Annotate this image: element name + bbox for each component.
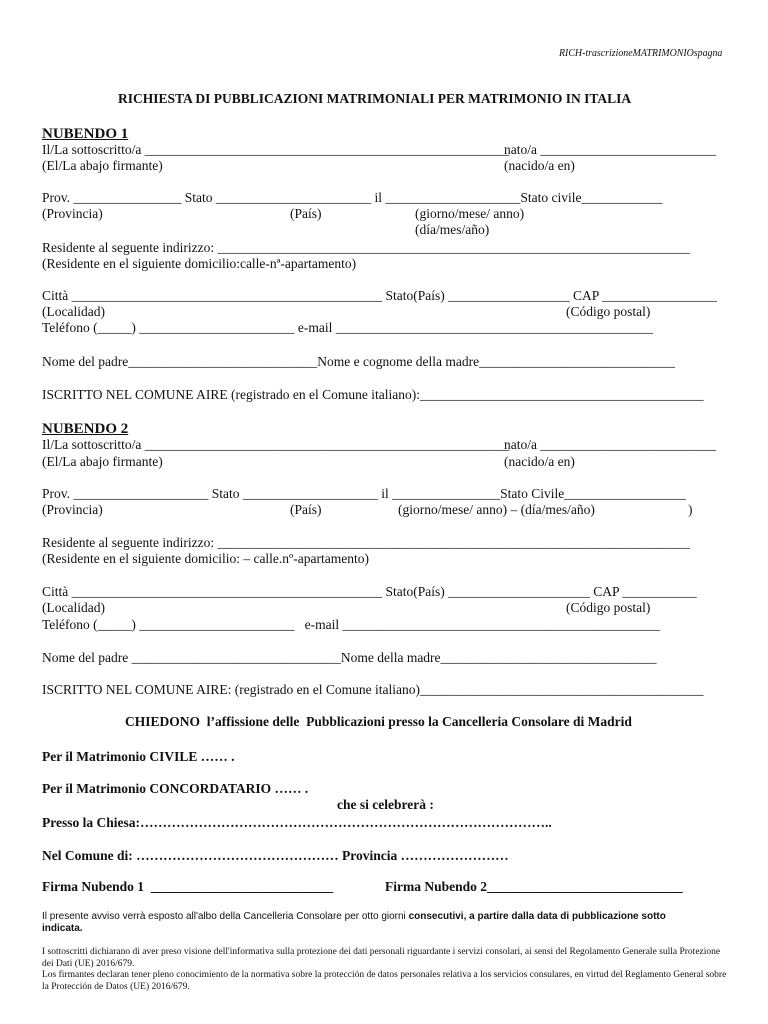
privacy-italian: I sottoscritti dichiarano di aver preso visione dell'informativa sulla protezione dei dati personali riguardante i servizi consolari, ai sensi del Regolamento Generale sulla Protezione dei Dati (UE) 2016/679. <box>42 947 721 969</box>
n1-pais-es: (País) <box>290 206 322 221</box>
municipality-province-field: Nel Comune di: ……………………………………… Provincia …………………… <box>42 848 509 863</box>
celebration-label: che si celebrerà : <box>337 797 434 812</box>
n1-city-field: Città ______________________________________________ Stato(País) __________________ CAP _________________ <box>42 288 717 303</box>
signature-nubendo-1: Firma Nubendo 1 ___________________________ <box>42 879 334 894</box>
n2-phone-email-field: Teléfono (_____) _______________________ e-mail _______________________________________________ <box>42 617 660 632</box>
n1-cp-es: (Código postal) <box>566 304 651 319</box>
n1-address-field: Residente al seguente indirizzo: ______________________________________________________________________ <box>42 240 690 255</box>
signature-nubendo-2: Firma Nubendo 2_____________________________ <box>385 879 683 894</box>
n2-aire-field: ISCRITTO NEL COMUNE AIRE: (registrado en el Comune italiano)__________________________________________ <box>42 682 704 697</box>
n2-provincia-es: (Provincia) <box>42 502 103 517</box>
n2-cp-es: (Código postal) <box>566 600 651 615</box>
n1-phone-email-field: Teléfono (_____) _______________________ e-mail _______________________________________________ <box>42 320 654 335</box>
privacy-spanish: Los firmantes declaran tener pleno conocimiento de la normativa sobre la protección de datos personales relativa a los servicios consulares, en virtud del Reglamento General sobre la Protección de Datos (UE) 2016/679. <box>42 970 727 992</box>
reference-code: RICH-trascrizioneMATRIMONIOspagna <box>559 48 723 59</box>
n2-city-field: Città ______________________________________________ Stato(País) _____________________ CAP ___________ <box>42 584 697 599</box>
n2-name-field: Il/La sottoscritto/a ______________________________________________________ <box>42 437 510 452</box>
n1-parents-field: Nome del padre____________________________Nome e cognome della madre_____________________________ <box>42 354 675 369</box>
n2-birthplace-es: (nacido/a en) <box>504 454 575 469</box>
n1-birthplace-field: nato/a __________________________ <box>504 142 716 157</box>
n1-name-es: (El/La abajo firmante) <box>42 158 163 173</box>
n2-date: (giorno/mese/ anno) – (día/mes/año) <box>398 502 595 517</box>
n2-address-field: Residente al seguente indirizzo: ______________________________________________________________________ <box>42 535 690 550</box>
n2-pais-es: (País) <box>290 502 322 517</box>
n1-localidad-es: (Localidad) <box>42 304 105 319</box>
notice-part-2: consecutivi, a partire dalla data di pubblicazione sotto <box>408 911 666 922</box>
n2-birth-details-field: Prov. ____________________ Stato ____________________ il ________________Stato Civile__________________ <box>42 486 686 501</box>
nubendo-2-heading: NUBENDO 2 <box>42 421 129 437</box>
n2-address-es: (Residente en el siguiente domicilio: – calle.nº-apartamento) <box>42 551 369 566</box>
notice-part-1: Il presente avviso verrà esposto all'albo della Cancelleria Consolare per otto giorni <box>42 911 409 922</box>
civil-marriage-option: Per il Matrimonio CIVILE …… . <box>42 749 235 764</box>
n1-aire-field: ISCRITTO NEL COMUNE AIRE (registrado en el Comune italiano):__________________________________________ <box>42 387 704 402</box>
nubendo-1-heading: NUBENDO 1 <box>42 126 129 142</box>
n2-name-es: (El/La abajo firmante) <box>42 454 163 469</box>
request-statement: CHIEDONO l’affissione delle Pubblicazioni presso la Cancelleria Consolare di Madrid <box>125 714 632 729</box>
n2-birthplace-field: nato/a __________________________ <box>504 437 716 452</box>
notice-text <box>42 911 666 923</box>
n1-birth-details-field: Prov. ________________ Stato _______________________ il ____________________Stato civile____________ <box>42 190 663 205</box>
concordat-marriage-option: Per il Matrimonio CONCORDATARIO …… . <box>42 781 309 796</box>
document-title: RICHIESTA DI PUBBLICAZIONI MATRIMONIALI PER MATRIMONIO IN ITALIA <box>118 91 632 106</box>
n2-localidad-es: (Localidad) <box>42 600 105 615</box>
n1-address-es: (Residente en el siguiente domicilio:calle-nª-apartamento) <box>42 256 357 271</box>
n1-birthplace-es: (nacido/a en) <box>504 158 575 173</box>
n1-date-it: (giorno/mese/ anno) <box>415 206 525 221</box>
n1-name-field: Il/La sottoscritto/a ______________________________________________________ <box>42 142 510 157</box>
n2-date-paren: ) <box>688 502 693 517</box>
n1-date-es: (día/mes/año) <box>415 222 490 237</box>
n1-provincia-es: (Provincia) <box>42 206 103 221</box>
n2-parents-field: Nome del padre _______________________________Nome della madre________________________________ <box>42 650 657 665</box>
church-field: Presso la Chiesa:……………………………………………………………………………….. <box>42 815 552 830</box>
notice-part-3: indicata. <box>42 923 83 934</box>
